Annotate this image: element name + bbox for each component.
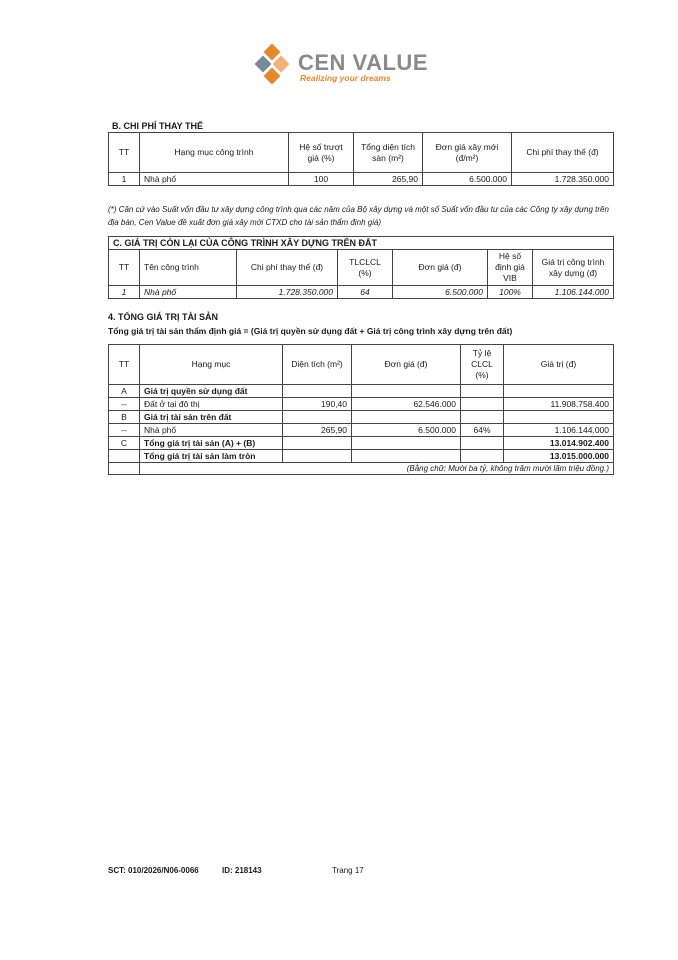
table-row <box>109 450 614 463</box>
col-header: Hạng mục <box>140 345 283 385</box>
cell: 64% <box>461 424 504 437</box>
cell <box>504 385 614 398</box>
cell: 190,40 <box>283 398 352 411</box>
cell: 6.500.000 <box>423 173 512 186</box>
cell: 62.546.000 <box>352 398 461 411</box>
section-4-title: 4. TỔNG GIÁ TRỊ TÀI SẢN <box>108 312 219 322</box>
cell: Giá trị tài sản trên đất <box>140 411 283 424</box>
cell <box>283 437 352 450</box>
cell: 1.106.144.000 <box>504 424 614 437</box>
cell: 1.728.350.000 <box>512 173 614 186</box>
cell: C <box>109 437 140 450</box>
cell <box>109 463 140 475</box>
cell <box>109 450 140 463</box>
table-row <box>109 437 614 450</box>
diamond-cluster-icon <box>252 44 296 86</box>
cell: 13.015.000.000 <box>504 450 614 463</box>
cell: -- <box>109 424 140 437</box>
cell: 100% <box>488 286 533 299</box>
col-header: Chi phí thay thế (đ) <box>512 133 614 173</box>
cell: 13.014.902.400 <box>504 437 614 450</box>
cell: Tổng giá trị tài sản làm tròn <box>140 450 283 463</box>
col-header: Đơn giá xây mới (đ/m²) <box>423 133 512 173</box>
col-header: Đơn giá (đ) <box>352 345 461 385</box>
total-value-formula: Tổng giá trị tài sản thẩm định giá = (Giá trị quyền sử dụng đất + Giá trị công trình xây dựng trên đất) <box>108 326 513 336</box>
col-header: TLCLCL (%) <box>338 250 393 286</box>
table-row <box>109 385 614 398</box>
cell: 1.728.350.000 <box>237 286 338 299</box>
col-header: Hệ số trượt giá (%) <box>289 133 354 173</box>
col-header: Diện tích (m²) <box>283 345 352 385</box>
cell: Giá trị quyền sử dụng đất <box>140 385 283 398</box>
cell: -- <box>109 398 140 411</box>
cell: A <box>109 385 140 398</box>
table-row <box>109 286 614 299</box>
amount-in-words: (Bằng chữ: Mười ba tỷ, không trăm mười lăm triệu đồng.) <box>140 463 614 475</box>
cell: 1 <box>109 286 140 299</box>
page-number: Trang 17 <box>332 866 364 875</box>
document-id: ID: 218143 <box>222 866 262 875</box>
col-header: Tên công trình <box>140 250 237 286</box>
cell: 6.500.000 <box>352 424 461 437</box>
col-header: Hạng mục công trình <box>140 133 289 173</box>
col-header: TT <box>109 133 140 173</box>
col-header: Giá trị công trình xây dựng (đ) <box>533 250 614 286</box>
col-header: Chi phí thay thế (đ) <box>237 250 338 286</box>
cell: Nhà phố <box>140 286 237 299</box>
table-row <box>109 411 614 424</box>
cell <box>352 450 461 463</box>
logo-name: CEN VALUE <box>298 50 428 75</box>
cell <box>461 450 504 463</box>
cell <box>352 411 461 424</box>
col-header: TT <box>109 250 140 286</box>
cell: 11.908.758.400 <box>504 398 614 411</box>
cell: Tổng giá trị tài sản (A) + (B) <box>140 437 283 450</box>
section-c-title: C. GIÁ TRỊ CÒN LẠI CỦA CÔNG TRÌNH XÂY DỰNG TRÊN ĐẤT <box>109 237 614 250</box>
cell: 265,90 <box>283 424 352 437</box>
table-header-row <box>109 250 614 286</box>
table-row <box>109 173 614 186</box>
cell <box>461 385 504 398</box>
col-header: Tổng diện tích sàn (m²) <box>354 133 423 173</box>
cell: Đất ở tại đô thị <box>140 398 283 411</box>
col-header: Giá trị (đ) <box>504 345 614 385</box>
cell <box>504 411 614 424</box>
cell <box>461 411 504 424</box>
remaining-value-table <box>108 236 614 299</box>
replacement-cost-table <box>108 132 614 186</box>
col-header: Hệ số định giá VIB <box>488 250 533 286</box>
section-c-title-row <box>109 237 614 250</box>
cell: Nhà phố <box>140 173 289 186</box>
cell: 1 <box>109 173 140 186</box>
construction-cost-note: (*) Căn cứ vào Suất vốn đầu tư xây dựng công trình qua các năm của Bộ xây dựng và một số Suất vốn đầu tư của các Công ty xây dựng trên địa bàn, Cen Value đề xuất đơn giá xây mới CTXD cho tài sản thẩm định giá) <box>108 205 609 227</box>
logo-tagline: Realizing your dreams <box>300 73 391 83</box>
cell <box>461 398 504 411</box>
total-value-table <box>108 344 614 475</box>
cell <box>283 385 352 398</box>
col-header: TT <box>109 345 140 385</box>
cell: 100 <box>289 173 354 186</box>
cell: 64 <box>338 286 393 299</box>
cell: 1.106.144.000 <box>533 286 614 299</box>
cell <box>352 437 461 450</box>
cell <box>352 385 461 398</box>
table-header-row <box>109 345 614 385</box>
document-code: SCT: 010/2026/N06-0066 <box>108 866 199 875</box>
cell: Nhà phố <box>140 424 283 437</box>
cell <box>461 437 504 450</box>
cell: 6.500.000 <box>393 286 488 299</box>
cell <box>283 411 352 424</box>
table-row <box>109 424 614 437</box>
cell: B <box>109 411 140 424</box>
col-header: Tỷ lệ CLCL (%) <box>461 345 504 385</box>
cell: 265,90 <box>354 173 423 186</box>
section-b-title: B. CHI PHÍ THAY THẾ <box>112 121 204 131</box>
cell <box>283 450 352 463</box>
table-row <box>109 398 614 411</box>
col-header: Đơn giá (đ) <box>393 250 488 286</box>
company-logo <box>252 44 428 86</box>
table-row <box>109 463 614 475</box>
table-header-row <box>109 133 614 173</box>
